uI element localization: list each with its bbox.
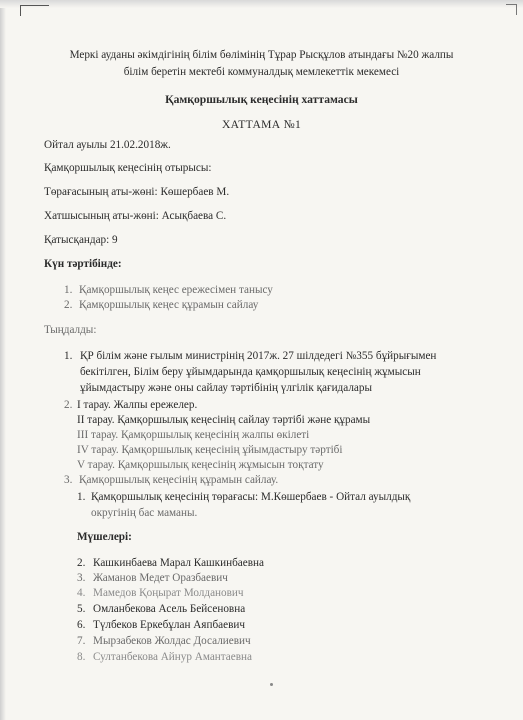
chapter-item: І тарау. Жалпы ережелер. bbox=[77, 399, 198, 411]
agenda-item: Қамқоршылық кеңес құрамын сайлау bbox=[79, 299, 259, 311]
members-heading: Мүшелері: bbox=[77, 531, 132, 543]
decision-text: Қамқоршылық кеңесінің құрамын сайлау. bbox=[79, 474, 279, 486]
sub-item-text: Қамқоршылық кеңесінің төрағасы: М.Көшербаев - Ойтал ауылдық bbox=[91, 491, 411, 503]
member-num: 8. bbox=[77, 651, 86, 663]
scan-edge-top bbox=[0, 0, 523, 8]
agenda-item: Қамқоршылық кеңес ережесімен танысу bbox=[79, 284, 273, 296]
chapter-item: ІІ тарау. Қамқоршылық кеңесінің сайлау тәртібі және құрамы bbox=[77, 414, 371, 426]
place-date: Ойтал ауылы 21.02.2018ж. bbox=[44, 139, 171, 151]
member-name: Мырзабеков Жолдас Досалиевич bbox=[93, 635, 251, 647]
decision-num: 3. bbox=[64, 474, 73, 486]
chapter-item: ІІІ тарау. Қамқоршылық кеңесінің жалпы өкілеті bbox=[77, 429, 310, 441]
scan-speck bbox=[270, 683, 273, 686]
decision-text: ҚР білім және ғылым министрінің 2017ж. 27 шілдедегі №355 бұйрығымен bbox=[80, 350, 437, 362]
member-num: 3. bbox=[77, 572, 86, 584]
corner-mark-right bbox=[506, 4, 517, 15]
agenda-heading: Күн тәртібінде: bbox=[44, 258, 122, 270]
header-line-1: Меркі ауданы әкімдігінің білім бөлімінің Тұрар Рысқұлов атындағы №20 жалпы bbox=[69, 49, 454, 61]
decision-text: бекітілген, Білім беру ұйымдарында қамқоршылық кеңесінің жұмысын bbox=[80, 366, 421, 378]
agenda-item-num: 2. bbox=[64, 299, 73, 311]
heard-label: Тыңдалды: bbox=[44, 324, 97, 336]
header-line-2: білім беретін мектебі коммуналдық мемлекеттік мекемесі bbox=[123, 66, 400, 78]
member-name: Омланбекова Асель Бейсеновна bbox=[93, 603, 246, 615]
member-num: 5. bbox=[77, 603, 86, 615]
member-name: Мамедов Қоңырат Молданович bbox=[93, 587, 244, 599]
document-title: Қамқоршылық кеңесінің хаттамасы bbox=[165, 93, 358, 106]
sub-item-text: округінің бас маманы. bbox=[91, 507, 198, 519]
member-num: 6. bbox=[77, 619, 86, 631]
decision-text: ұйымдастыру және оны сайлау тәртібінің үлгілік қағидалары bbox=[80, 382, 372, 394]
member-name: Кашкинбаева Марал Кашкинбаевна bbox=[93, 557, 264, 569]
attendees-line: Қатысқандар: 9 bbox=[44, 234, 118, 246]
member-name: Жаманов Медет Оразбаевич bbox=[93, 572, 228, 584]
meeting-label: Қамқоршылық кеңесінің отырысы: bbox=[44, 162, 212, 174]
chair-line: Төрағасының аты-жөні: Көшербаев М. bbox=[44, 186, 230, 198]
member-num: 7. bbox=[77, 635, 86, 647]
member-num: 2. bbox=[77, 557, 86, 569]
chapter-item: V тарау. Қамқоршылық кеңесінің жұмысын тоқтату bbox=[77, 459, 324, 471]
corner-mark bbox=[20, 5, 49, 16]
member-name: Түлбеков Еркебұлан Аяпбаевич bbox=[93, 619, 245, 631]
sub-item-num: 1. bbox=[77, 491, 86, 503]
decision-num: 1. bbox=[64, 350, 73, 362]
member-name: Султанбекова Айнур Амантаевна bbox=[93, 651, 252, 663]
decision-num: 2. bbox=[64, 399, 73, 411]
secretary-line: Хатшысының аты-жөні: Асықбаева С. bbox=[44, 210, 227, 222]
scan-edge bbox=[0, 0, 6, 720]
document-subtitle: ХАТТАМА №1 bbox=[221, 118, 302, 131]
chapter-item: ІV тарау. Қамқоршылық кеңесінің ұйымдастыру тәртібі bbox=[77, 444, 343, 456]
member-num: 4. bbox=[77, 587, 86, 599]
agenda-item-num: 1. bbox=[64, 284, 73, 296]
